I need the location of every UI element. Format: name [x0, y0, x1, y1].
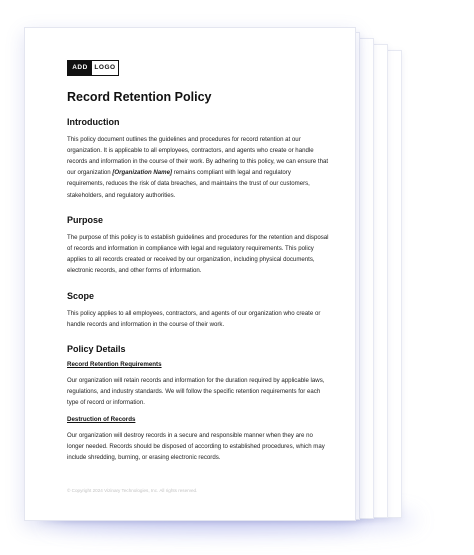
organization-name-placeholder: [Organization Name] [112, 169, 172, 177]
retention-requirements-paragraph: Our organization will retain records and information for the duration required by applicable laws, regulations, and industry standards. We will follow the specific retention requirements for each type of record or information. [67, 376, 325, 407]
destruction-subheading: Destruction of Records [67, 415, 136, 423]
scope-heading: Scope [67, 290, 95, 301]
introduction-text-before: This policy document outlines the guidelines and procedures for record retention at our organization. It is applicable to all employees, contractors, and agents who create or handle records and information in the course of their work. By adhering to this policy, we can ensure that our organization [67, 135, 329, 177]
introduction-text-after: remains compliant with legal and regulatory requirements, reduces the risk of data breaches, and maintains the trust of our customers, stakeholders, and regulatory authorities. [67, 169, 310, 199]
scope-paragraph: This policy applies to all employees, contractors, and agents of our organization who create or handle records and information in the course of their work. [67, 309, 321, 328]
logo-label: LOGO [94, 64, 116, 71]
destruction-paragraph: Our organization will destroy records in a secure and responsible manner when they are no longer needed. Records should be disposed of according to established procedures, which may include shredding, burning, or erasing electronic records. [67, 431, 325, 461]
introduction-paragraph [67, 134, 329, 201]
retention-requirements-subheading: Record Retention Requirements [67, 360, 162, 368]
logo-add-label: ADD [68, 61, 92, 75]
document-title: Record Retention Policy [67, 89, 212, 104]
purpose-paragraph: The purpose of this policy is to establish guidelines and procedures for the retention and disposal of records and information in compliance with legal and regulatory requirements. This policy applies to all records created or received by our organization, including physical documents, electronic records, and other forms of information. [67, 233, 329, 275]
document-page [24, 27, 356, 521]
purpose-heading: Purpose [67, 214, 104, 225]
introduction-heading: Introduction [67, 116, 120, 127]
policy-details-heading: Policy Details [67, 343, 126, 354]
logo-placeholder [67, 60, 119, 76]
copyright-footer: © Copyright 2024 Vizinary Technologies, Inc. All rights reserved. [67, 488, 198, 493]
